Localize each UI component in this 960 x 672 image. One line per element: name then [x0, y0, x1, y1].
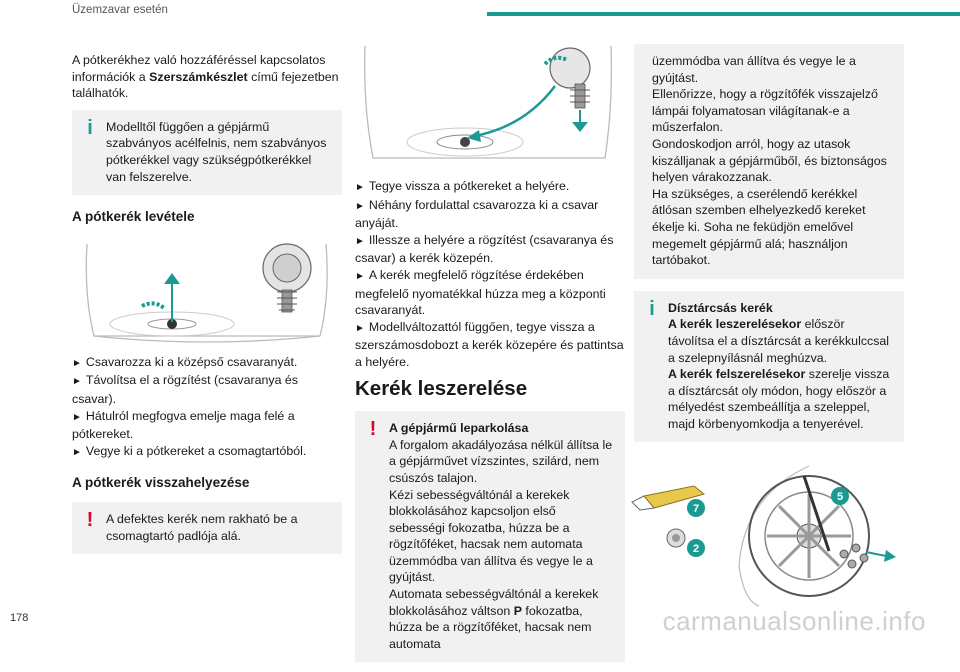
- list-item: ► Vegye ki a pótkereket a csomagtartóból.: [72, 443, 307, 458]
- warning-box-continued: üzemmódba van állítva és vegye le a gyújtást. Ellenőrizze, hogy a rögzítőfék visszajelző lámpái folyamatosan világítanak-e a műszerfalon. Gondoskodjon arról, hogy az utasok kiszálljanak a gépjárműből, és biztonságos helyen várakozzanak. Ha szükséges, a cserélendő kerékkel átlósan szemben elhelyezkedő kereket ékelje ki. Soha ne feküdjön emelővel megemelt gépjármű alá; használjon tartóbakot.: [634, 44, 904, 279]
- arrow-bullet-icon: ►: [355, 322, 365, 334]
- callout-7: 7: [692, 503, 700, 516]
- header-rule: [487, 12, 960, 16]
- warning-icon: !: [86, 508, 94, 531]
- list-item: ► Hátulról megfogva emelje maga felé a pótkereket.: [72, 408, 295, 442]
- illustration-spare-removal: [72, 236, 342, 346]
- arrow-bullet-icon: ►: [72, 376, 82, 388]
- arrow-bullet-icon: ►: [355, 235, 365, 247]
- warning-box-floor: ! A defektes kerék nem rakható be a csomagtartó padlója alá.: [72, 502, 342, 554]
- info-icon: i: [649, 297, 655, 320]
- list-item: ► Néhány fordulattal csavarozza ki a csavar anyáját.: [355, 197, 599, 231]
- section-header: Üzemzavar esetén: [72, 4, 168, 16]
- heading-spare-removal: A pótkerék levétele: [72, 209, 195, 225]
- illustration-spare-refit: [355, 46, 625, 164]
- list-item: ► Csavarozza ki a középső csavaranyát.: [72, 354, 298, 369]
- page-number: 178: [10, 612, 29, 624]
- info-icon: i: [87, 116, 93, 139]
- column-2: [355, 52, 625, 672]
- list-item: ► Illessze a helyére a rögzítést (csavaranya és csavar) a kerék közepén.: [355, 232, 614, 266]
- callout-5: 5: [836, 491, 844, 504]
- list-item: ► A kerék megfelelő rögzítése érdekében megfelelő nyomatékkal húzza meg a központi csavaranyát.: [355, 267, 606, 318]
- arrow-bullet-icon: ►: [72, 357, 82, 369]
- arrow-bullet-icon: ►: [72, 446, 82, 458]
- info-box-models: i Modelltől függően a gépjármű szabványos acélfelnis, nem szabványos pótkerékkel vagy szükségpótkerékkel van felszerelve.: [72, 110, 342, 195]
- steps-spare-refit: [355, 178, 625, 371]
- column-1: [72, 52, 342, 564]
- steps-spare-removal: [72, 354, 342, 462]
- arrow-bullet-icon: ►: [355, 200, 365, 212]
- watermark: carmanualsonline.info: [662, 606, 926, 636]
- arrow-bullet-icon: ►: [355, 270, 365, 282]
- intro-paragraph: A pótkerékhez való hozzáféréssel kapcsolatos információk a Szerszámkészlet című fejezetben találhatók.: [72, 53, 339, 101]
- illustration-wheel-bolts: [634, 456, 904, 606]
- arrow-bullet-icon: ►: [355, 182, 365, 193]
- list-item: ► Tegye vissza a pótkereket a helyére.: [355, 179, 570, 193]
- callout-2: 2: [692, 543, 700, 556]
- heading-spare-refit: A pótkerék visszahelyezése: [72, 475, 250, 491]
- column-3: [634, 52, 904, 614]
- warning-box-parking: ! A gépjármű leparkolása A forgalom akadályozása nélkül állítsa le a gépjárművet vízszintes, szilárd, nem csúszós talajon. Kézi sebességváltónál a kerekek blokkolásához kapcsoljon első sebességi fokozatba, húzza be a rögzítőféket, hacsak nem automata üzemmódba van állítva és vegye le a gyújtást. Automata sebességváltónál a kerekek blokkolásához váltson P fokozatba, húzza be a rögzítőféket, hacsak nem automata: [355, 411, 625, 662]
- list-item: ► Távolítsa el a rögzítést (csavaranya és csavar).: [72, 373, 299, 406]
- info-box-hubcap: i Dísztárcsás kerék A kerék leszerelésekor először távolítsa el a dísztárcsát a kerékkulccsal a szelepnyílásnál meghúzva. A kerék felszerelésekor szerelje vissza a dísztárcsát oly módon, hogy először a mélyedést szembeállítja a szeleppel, majd körbenyomkodja a tenyerével.: [634, 291, 904, 443]
- arrow-bullet-icon: ►: [72, 411, 82, 423]
- warning-icon: !: [369, 418, 377, 441]
- list-item: ► Modellváltozattól függően, tegye vissza a szerszámosdobozt a kerék közepére és pattintsa a helyére.: [355, 319, 624, 369]
- heading-wheel-removal: Kerék leszerelése: [355, 376, 528, 400]
